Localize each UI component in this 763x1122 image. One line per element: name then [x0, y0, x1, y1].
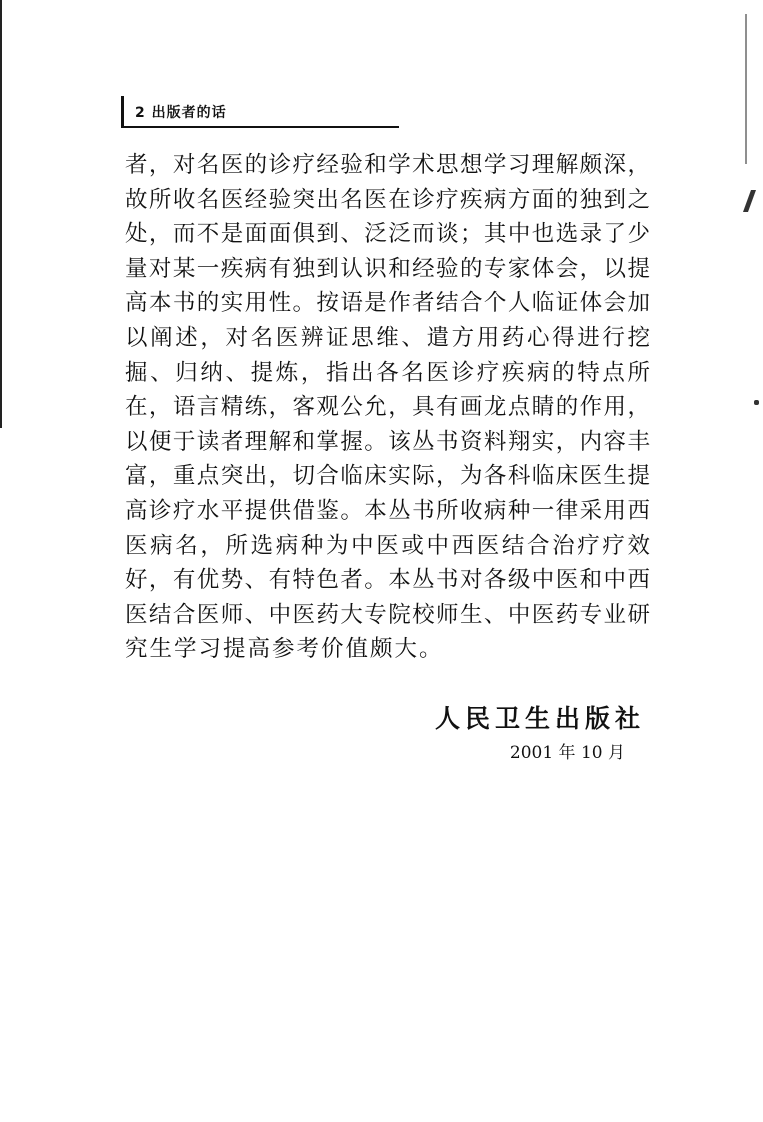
signature-block — [434, 703, 645, 763]
text-line: 高本书的实用性。按语是作者结合个人临证体会加 — [125, 290, 650, 317]
scan-edge-line — [745, 14, 747, 164]
header-label — [135, 104, 227, 122]
text-line: 处，而不是面面俱到、泛泛而谈；其中也选录了少 — [125, 221, 650, 248]
text-line: 量对某一疾病有独到认识和经验的专家体会，以提 — [125, 255, 650, 282]
text-line: 掘、归纳、提炼，指出各名医诊疗疾病的特点所 — [125, 359, 650, 386]
publish-date: 2001 年 10 月 — [509, 743, 625, 763]
section-title: 出版者的话 — [151, 105, 227, 121]
scan-speck — [754, 400, 759, 405]
page-number: 2 — [135, 105, 146, 121]
publisher-name: 人民卫生出版社 — [434, 704, 645, 733]
page-edge-rule — [0, 0, 2, 428]
text-line: 医病名，所选病种为中医或中西医结合治疗疗效 — [125, 532, 650, 559]
text-line: 究生学习提高参考价值颇大。 — [125, 636, 444, 663]
body-text — [125, 148, 650, 667]
text-line: 在，语言精练，客观公允，具有画龙点睛的作用， — [125, 394, 650, 421]
scan-speck — [743, 190, 756, 212]
running-header — [121, 96, 399, 128]
text-line: 故所收名医经验突出名医在诊疗疾病方面的独到之 — [125, 186, 650, 213]
text-line: 者，对名医的诊疗经验和学术思想学习理解颇深， — [125, 152, 650, 178]
text-line: 以便于读者理解和掌握。该丛书资料翔实，内容丰 — [125, 428, 650, 455]
text-line: 好，有优势、有特色者。本丛书对各级中医和中西 — [125, 567, 650, 594]
text-line: 高诊疗水平提供借鉴。本丛书所收病种一律采用西 — [125, 497, 650, 524]
header-bar — [121, 96, 124, 128]
text-line: 医结合医师、中医药大专院校师生、中医药专业研 — [125, 601, 650, 628]
text-line: 以阐述，对名医辨证思维、遣方用药心得进行挖 — [125, 324, 650, 351]
header-underline — [121, 126, 399, 128]
text-line: 富，重点突出，切合临床实际，为各科临床医生提 — [125, 463, 650, 490]
scan-edge-marks — [733, 0, 763, 1122]
